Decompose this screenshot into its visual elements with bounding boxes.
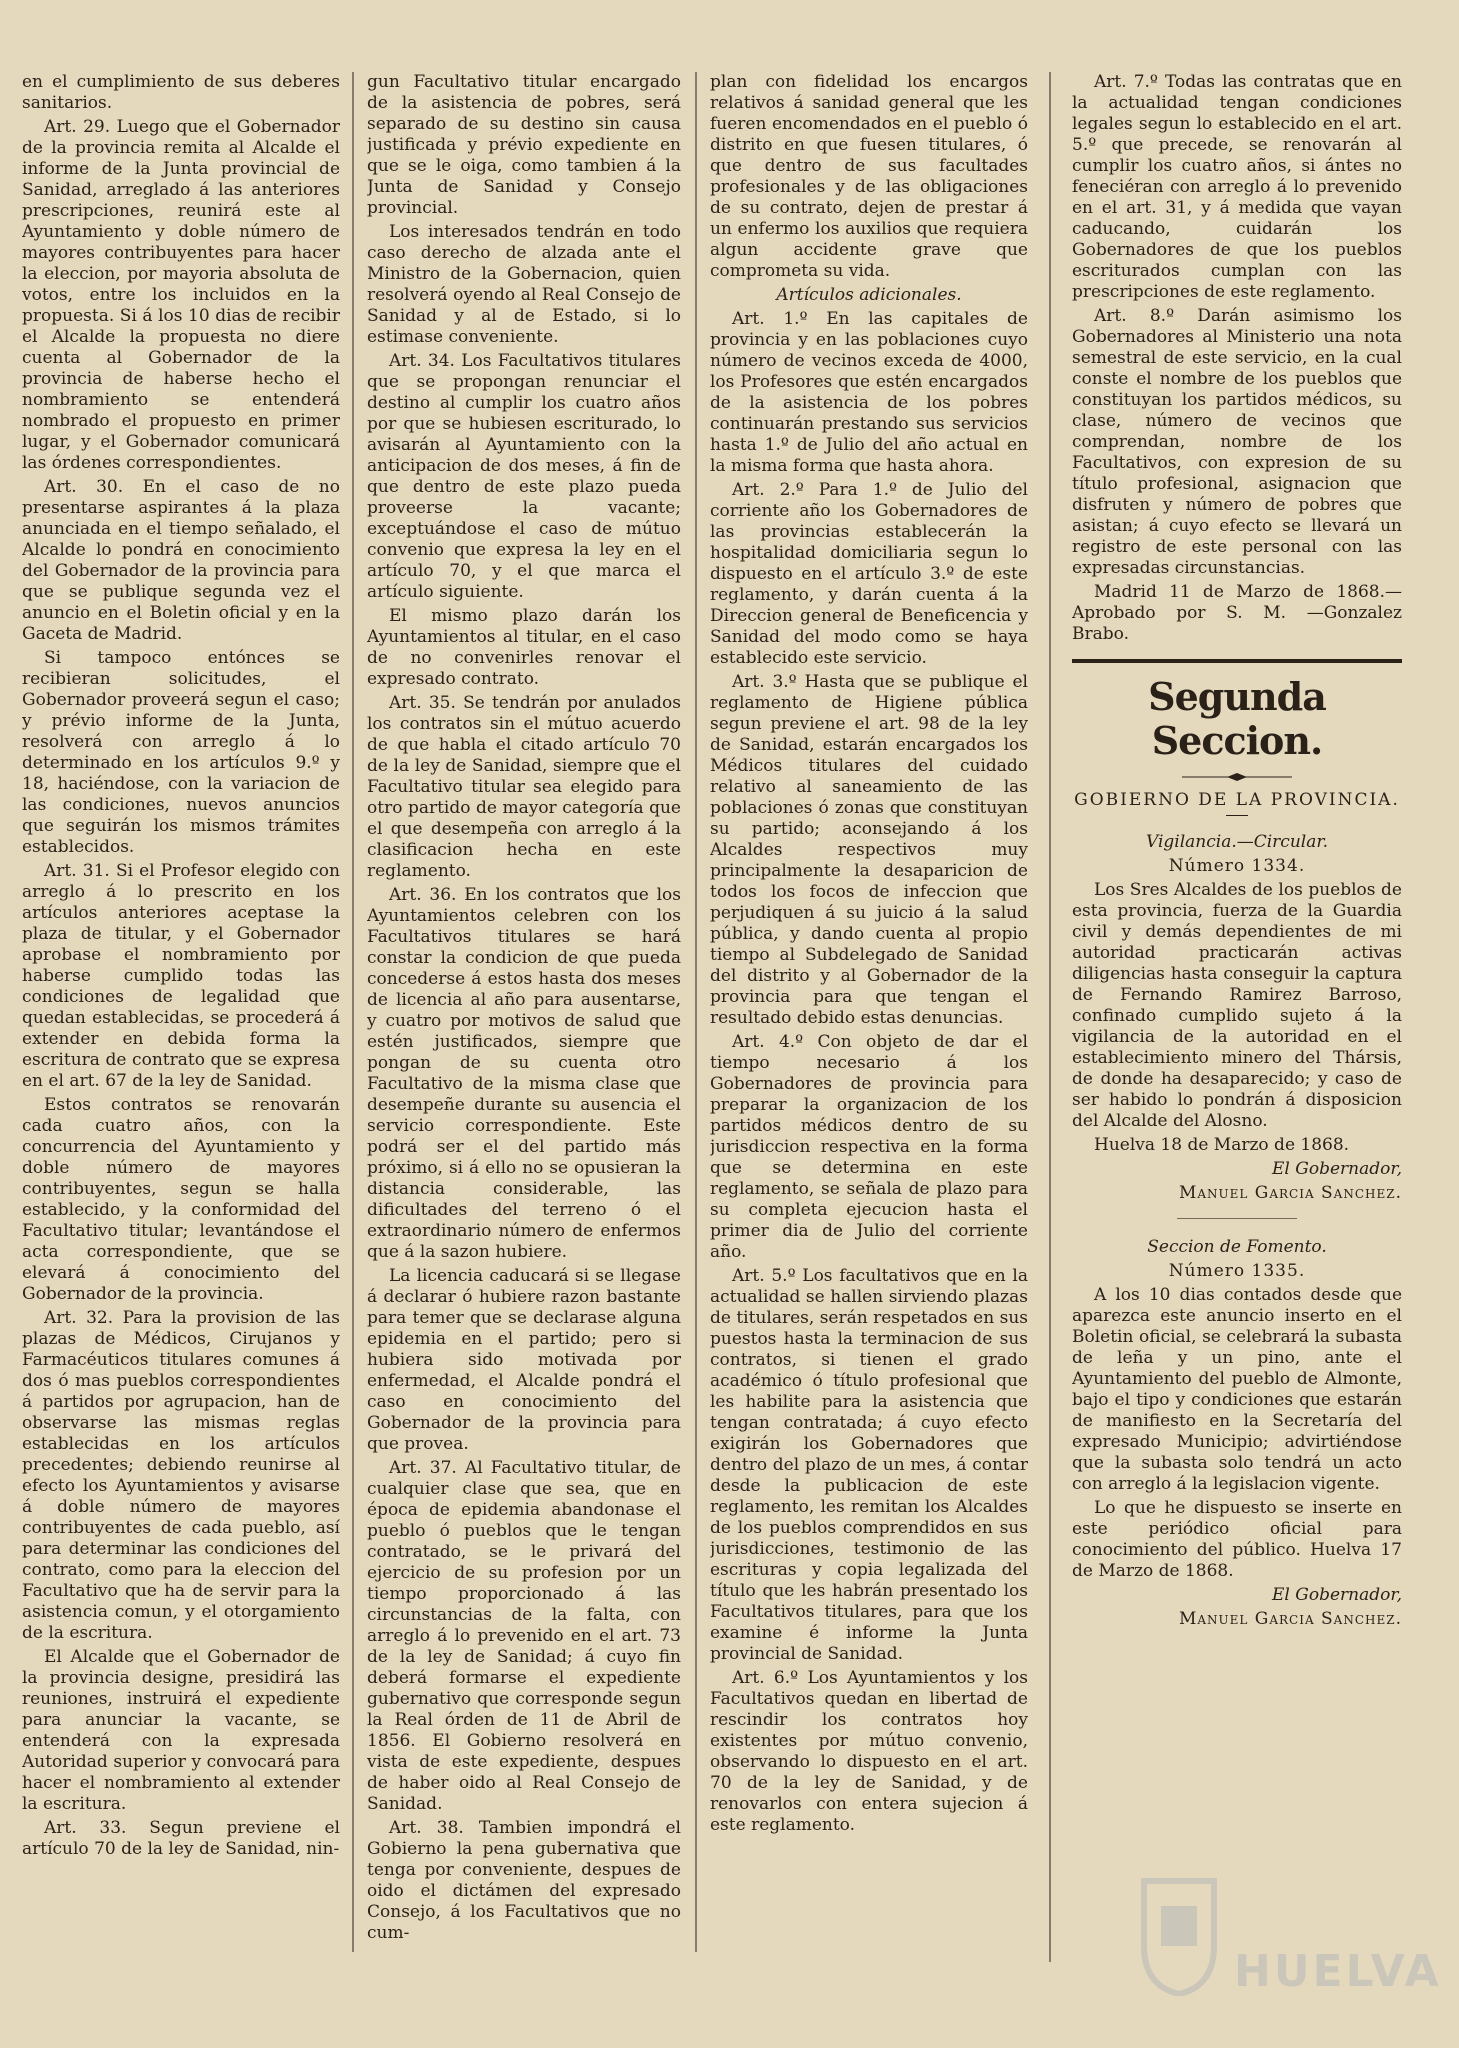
notice-divider — [1177, 1218, 1297, 1219]
column-3 — [710, 72, 1028, 1977]
notice-date: Huelva 18 de Marzo de 1868. — [1094, 1135, 1350, 1155]
notice-number: Número 1335. — [1168, 1261, 1306, 1281]
short-rule — [1226, 815, 1248, 816]
article-29: Art. 29. Luego que el Gobernador de la provincia remita al Alcalde el informe de la Junta provincial de Sanidad, arreglado á las anteriores prescripciones, reunirá este al Ayuntamiento y doble número de mayores contribuyentes para hacer la eleccion, por mayoria absoluta de votos, entre los incluidos en la propuesta. Si á los 10 dias de recibir el Alcalde la propuesta no diere cuenta al Gobernador de la provincia de haberse hecho el nombramiento se entenderá nombrado el propuesto en primer lugar, y el Gobernador comunicará las órdenes correspondientes. — [22, 117, 340, 473]
archive-watermark — [1139, 1876, 1442, 2016]
notice-heading: Seccion de Fomento. — [1147, 1237, 1327, 1257]
additional-article-8: Art. 8.º Darán asimismo los Gobernadores al Ministerio una nota semestral de este servicio, en la cual conste el nombre de los pueblos que constituyan los partidos médicos, su clase, número de vecinos que comprendan, nombre de los Facultativos, con expresion de su título profesional, asignacion que disfruten y número de pobres que asistan; á cuyo efecto se llevará un registro de este personal con las expresadas circunstancias. — [1072, 306, 1402, 578]
notice-body: Lo que he dispuesto se inserte en este periódico oficial para conocimiento del público. Huelva 17 de Marzo de 1868. — [1072, 1498, 1402, 1581]
additional-article-4: Art. 4.º Con objeto de dar el tiempo necesario á los Gobernadores de provincia para preparar la organizacion de los partidos médicos dentro de su jurisdiccion respectiva en la forma que se determina en este reglamento, se señala de plazo para su completa ejecucion hasta el primer dia de Julio del corriente año. — [710, 1032, 1028, 1262]
notice-body: A los 10 dias contados desde que aparezca este anuncio inserto en el Boletin oficial, se celebrará la subasta de leña y un pino, ante el Ayuntamiento del pueblo de Almonte, bajo el tipo y condiciones que estarán de manifiesto en la Secretaría del expresado Municipio; advirtiéndose que la subasta solo tendrá un acto con arreglo á la legislacion vigente. — [1072, 1285, 1402, 1494]
paragraph: Los interesados tendrán en todo caso derecho de alzada ante el Ministro de la Gobernacion, quien resolverá oyendo al Real Consejo de Sanidad y al de Estado, si lo estimase conveniente. — [367, 222, 681, 347]
section-divider — [1072, 659, 1402, 663]
newspaper-page — [22, 72, 1402, 1977]
additional-article-1: Art. 1.º En las capitales de provincia y en las poblaciones cuyo número de vecinos exceda de 4000, los Profesores que estén encargados de la asistencia de los pobres continuarán prestando sus servicios hasta 1.º de Julio del año actual en la misma forma que hasta ahora. — [710, 309, 1028, 476]
notice-heading: Vigilancia.—Circular. — [1145, 832, 1329, 852]
article-31: Art. 31. Si el Profesor elegido con arreglo á lo prescrito en los artículos anteriores aceptase la plaza de titular, y el Gobernador aprobase el nombramiento por haberse cumplido todas las condiciones de legalidad que quedan establecidas, se procederá á extender en debida forma la escritura de contrato que se expresa en el art. 67 de la ley de Sanidad. — [22, 861, 340, 1091]
notice-number: Número 1334. — [1168, 856, 1306, 876]
notice-body: Los Sres Alcaldes de los pueblos de esta provincia, fuerza de la Guardia civil y demás dependientes de mi autoridad practicarán activas diligencias hasta conseguir la captura de Fernando Ramirez Barroso, confinado cumplido sujeto á la vigilancia de la autoridad en el establecimiento minero del Thársis, de donde ha desaparecido; y caso de ser habido lo pondrán á disposicion del Alcalde del Alosno. — [1072, 880, 1402, 1131]
paragraph: La licencia caducará si se llegase á declarar ó hubiere razon bastante para temer que se declarase alguna epidemia en el partido; pero si hubiera sido motivada por enfermedad, el Alcalde pondrá el caso en conocimiento del Gobernador de la provincia para que provea. — [367, 1266, 681, 1454]
paragraph: El mismo plazo darán los Ayuntamientos al titular, en el caso de no convenirles renovar el expresado contrato. — [367, 606, 681, 689]
paragraph: gun Facultativo titular encargado de la asistencia de pobres, será separado de su destino sin causa justificada y prévio expediente en que se le oiga, como tambien á la Junta de Sanidad y Consejo provincial. — [367, 72, 681, 218]
signature-title: El Gobernador, — [1272, 1159, 1402, 1179]
column-4 — [1072, 72, 1402, 1977]
article-30: Art. 30. En el caso de no presentarse aspirantes á la plaza anunciada en el tiempo señalado, el Alcalde lo pondrá en conocimiento del Gobernador de la provincia para que se publique segunda vez el anuncio en el Boletin oficial y en la Gaceta de Madrid. — [22, 477, 340, 644]
ornament-divider — [1072, 766, 1402, 787]
article-37: Art. 37. Al Facultativo titular, de cualquier clase que sea, que en época de epidemia abandonase el pueblo ó pueblos que le tengan contratado, se le privará del ejercicio de su profesion por un tiempo proporcionado á las circunstancias de la falta, con arreglo á lo prevenido en el art. 73 de la ley de Sanidad; á cuyo fin deberá formarse el expediente gubernativo que corresponde segun la Real órden de 11 de Abril de 1856. El Gobierno resolverá en vista de este expediente, despues de haber oido al Real Consejo de Sanidad. — [367, 1458, 681, 1814]
paragraph: El Alcalde que el Gobernador de la provincia designe, presidirá las reuniones, instruirá el expediente para anunciar la vacante, se entenderá con la expresada Autoridad superior y convocará para hacer el nombramiento al extender la escritura. — [22, 1647, 340, 1814]
article-36: Art. 36. En los contratos que los Ayuntamientos celebren con los Facultativos titulares se hará constar la condicion de que pueda concederse á estos hasta dos meses de licencia al año para ausentarse, y cuatro por motivos de salud que estén justificados, siempre que pongan de su cuenta otro Facultativo de la misma clase que desempeñe durante su ausencia el servicio correspondiente. Este podrá ser el del partido más próximo, si á ello no se opusieran la distancia considerable, las dificultades del terreno ó el extraordinario número de enfermos que á la sazon hubiere. — [367, 885, 681, 1262]
signature-name: Manuel Garcia Sanchez. — [1178, 1183, 1402, 1203]
article-35: Art. 35. Se tendrán por anulados los contratos sin el mútuo acuerdo de que habla el citado artículo 70 de la ley de Sanidad, siempre que el Facultativo titular sea elegido para otro partido de mayor categoría que el que desempeña con arreglo á la clasificacion hecha en este reglamento. — [367, 693, 681, 881]
additional-article-5: Art. 5.º Los facultativos que en la actualidad se hallen sirviendo plazas de titulares, serán respetados en sus puestos hasta la terminacion de sus contratos, si tienen el grado académico ó título profesional que les habilite para la asistencia que tengan contratada; á cuyo efecto exigirán los Gobernadores que dentro del plazo de un mes, á contar desde la publicacion de este reglamento, les remitan los Alcaldes de los pueblos comprendidos en sus jurisdicciones, testimonio de las escrituras y copia legalizada del título que les habrán presentado los Facultativos titulares, para que los examine é informe la Junta provincial de Sanidad. — [710, 1266, 1028, 1664]
section-heading: Artículos adicionales. — [776, 285, 962, 305]
article-33: Art. 33. Segun previene el artículo 70 de la ley de Sanidad, nin- — [22, 1818, 340, 1859]
signature-name: Manuel Garcia Sanchez. — [1178, 1609, 1402, 1629]
ornament-icon — [1182, 772, 1292, 782]
date-signature: Madrid 11 de Marzo de 1868.—Aprobado por S. M. —Gonzalez Brabo. — [1072, 582, 1402, 644]
column-rule — [695, 72, 697, 1952]
column-rule — [1049, 72, 1051, 1962]
additional-article-7: Art. 7.º Todas las contratas que en la actualidad tengan condiciones legales segun lo establecido en el art. 5.º que precede, se renovarán al cumplir los cuatro años, si ántes no feneciéran con arreglo á lo prevenido en el art. 31, y á medida que vayan caducando, cuidarán los Gobernadores de que los pueblos escriturados cumplan con las prescripciones de este reglamento. — [1072, 72, 1402, 302]
column-2 — [367, 72, 681, 1977]
article-38: Art. 38. Tambien impondrá el Gobierno la pena gubernativa que tenga por conveniente, despues de oido el dictámen del expresado Consejo, á los Facultativos que no cum- — [367, 1818, 681, 1943]
shield-icon — [1139, 1876, 1219, 1996]
paragraph: en el cumplimiento de sus deberes sanitarios. — [22, 72, 340, 113]
additional-article-3: Art. 3.º Hasta que se publique el reglamento de Higiene pública segun previene el art. 98 de la ley de Sanidad, estarán encargados los Médicos titulares del cuidado relativo al saneamiento de las poblaciones ó zonas que constituyan su partido; aconsejando á los Alcaldes respectivos muy principalmente la desaparicion de todos los focos de infeccion que perjudiquen á su juicio á la salud pública, y dando cuenta al propio tiempo al Subdelegado de Sanidad del distrito y al Gobernador de la provincia para que tengan el resultado debido estas denuncias. — [710, 672, 1028, 1028]
article-32: Art. 32. Para la provision de las plazas de Médicos, Cirujanos y Farmacéuticos titulares comunes á dos ó mas pueblos correspondientes á partidos por agrupacion, han de observarse las mismas reglas establecidas en los artículos precedentes; debiendo reunirse al efecto los Ayuntamientos y avisarse á doble número de mayores contribuyentes de cada pueblo, así para determinar las condiciones del contrato, como para la eleccion del Facultativo que ha de servir para la asistencia comun, y el otorgamiento de la escritura. — [22, 1308, 340, 1643]
paragraph: Estos contratos se renovarán cada cuatro años, con la concurrencia del Ayuntamiento y doble número de mayores contribuyentes, segun se halla establecido, y la conformidad del Facultativo titular; levantándose el acta correspondiente, que se elevará á conocimiento del Gobernador de la provincia. — [22, 1095, 340, 1304]
article-34: Art. 34. Los Facultativos titulares que se propongan renunciar el destino al cumplir los cuatro años por que se hubiesen escriturado, lo avisarán al Ayuntamiento con la anticipacion de dos meses, á fin de que dentro de este plazo pueda proveerse la vacante; exceptuándose el caso de mútuo convenio que expresa la ley en el artículo 70, y el que marca el artículo siguiente. — [367, 351, 681, 602]
signature-title: El Gobernador, — [1272, 1585, 1402, 1605]
additional-article-2: Art. 2.º Para 1.º de Julio del corriente año los Gobernadores de las provincias establecerán la hospitalidad domiciliaria segun lo dispuesto en el artículo 3.º de este reglamento, y darán cuenta á la Direccion general de Beneficencia y Sanidad del modo como se haya establecido este servicio. — [710, 480, 1028, 668]
column-rule — [352, 72, 354, 1952]
paragraph: Si tampoco entónces se recibieran solicitudes, el Gobernador proveerá segun el caso; y prévio informe de la Junta, resolverá con arreglo á lo determinado en los artículos 9.º y 18, haciéndose, con la variacion de las condiciones, nuevos anuncios que seguirán los mismos trámites establecidos. — [22, 648, 340, 857]
additional-article-6: Art. 6.º Los Ayuntamientos y los Facultativos quedan en libertad de rescindir los contratos hoy existentes por mútuo convenio, observando lo dispuesto en el art. 70 de la ley de Sanidad, y de renovarlos con entera sujecion á este reglamento. — [710, 1668, 1028, 1835]
paragraph: plan con fidelidad los encargos relativos á sanidad general que les fueren encomendados en el pueblo ó distrito en que fuesen titulares, ó que dentro de sus facultades profesionales y de las obligaciones de su contrato, dejen de prestar á un enfermo los auxilios que requiera algun accidente grave que comprometa su vida. — [710, 72, 1028, 281]
column-1 — [22, 72, 340, 1977]
government-heading: GOBIERNO DE LA PROVINCIA. — [1074, 790, 1400, 810]
section-title: Segunda Seccion. — [1148, 674, 1326, 763]
watermark-text: HUELVA — [1234, 1946, 1442, 1997]
